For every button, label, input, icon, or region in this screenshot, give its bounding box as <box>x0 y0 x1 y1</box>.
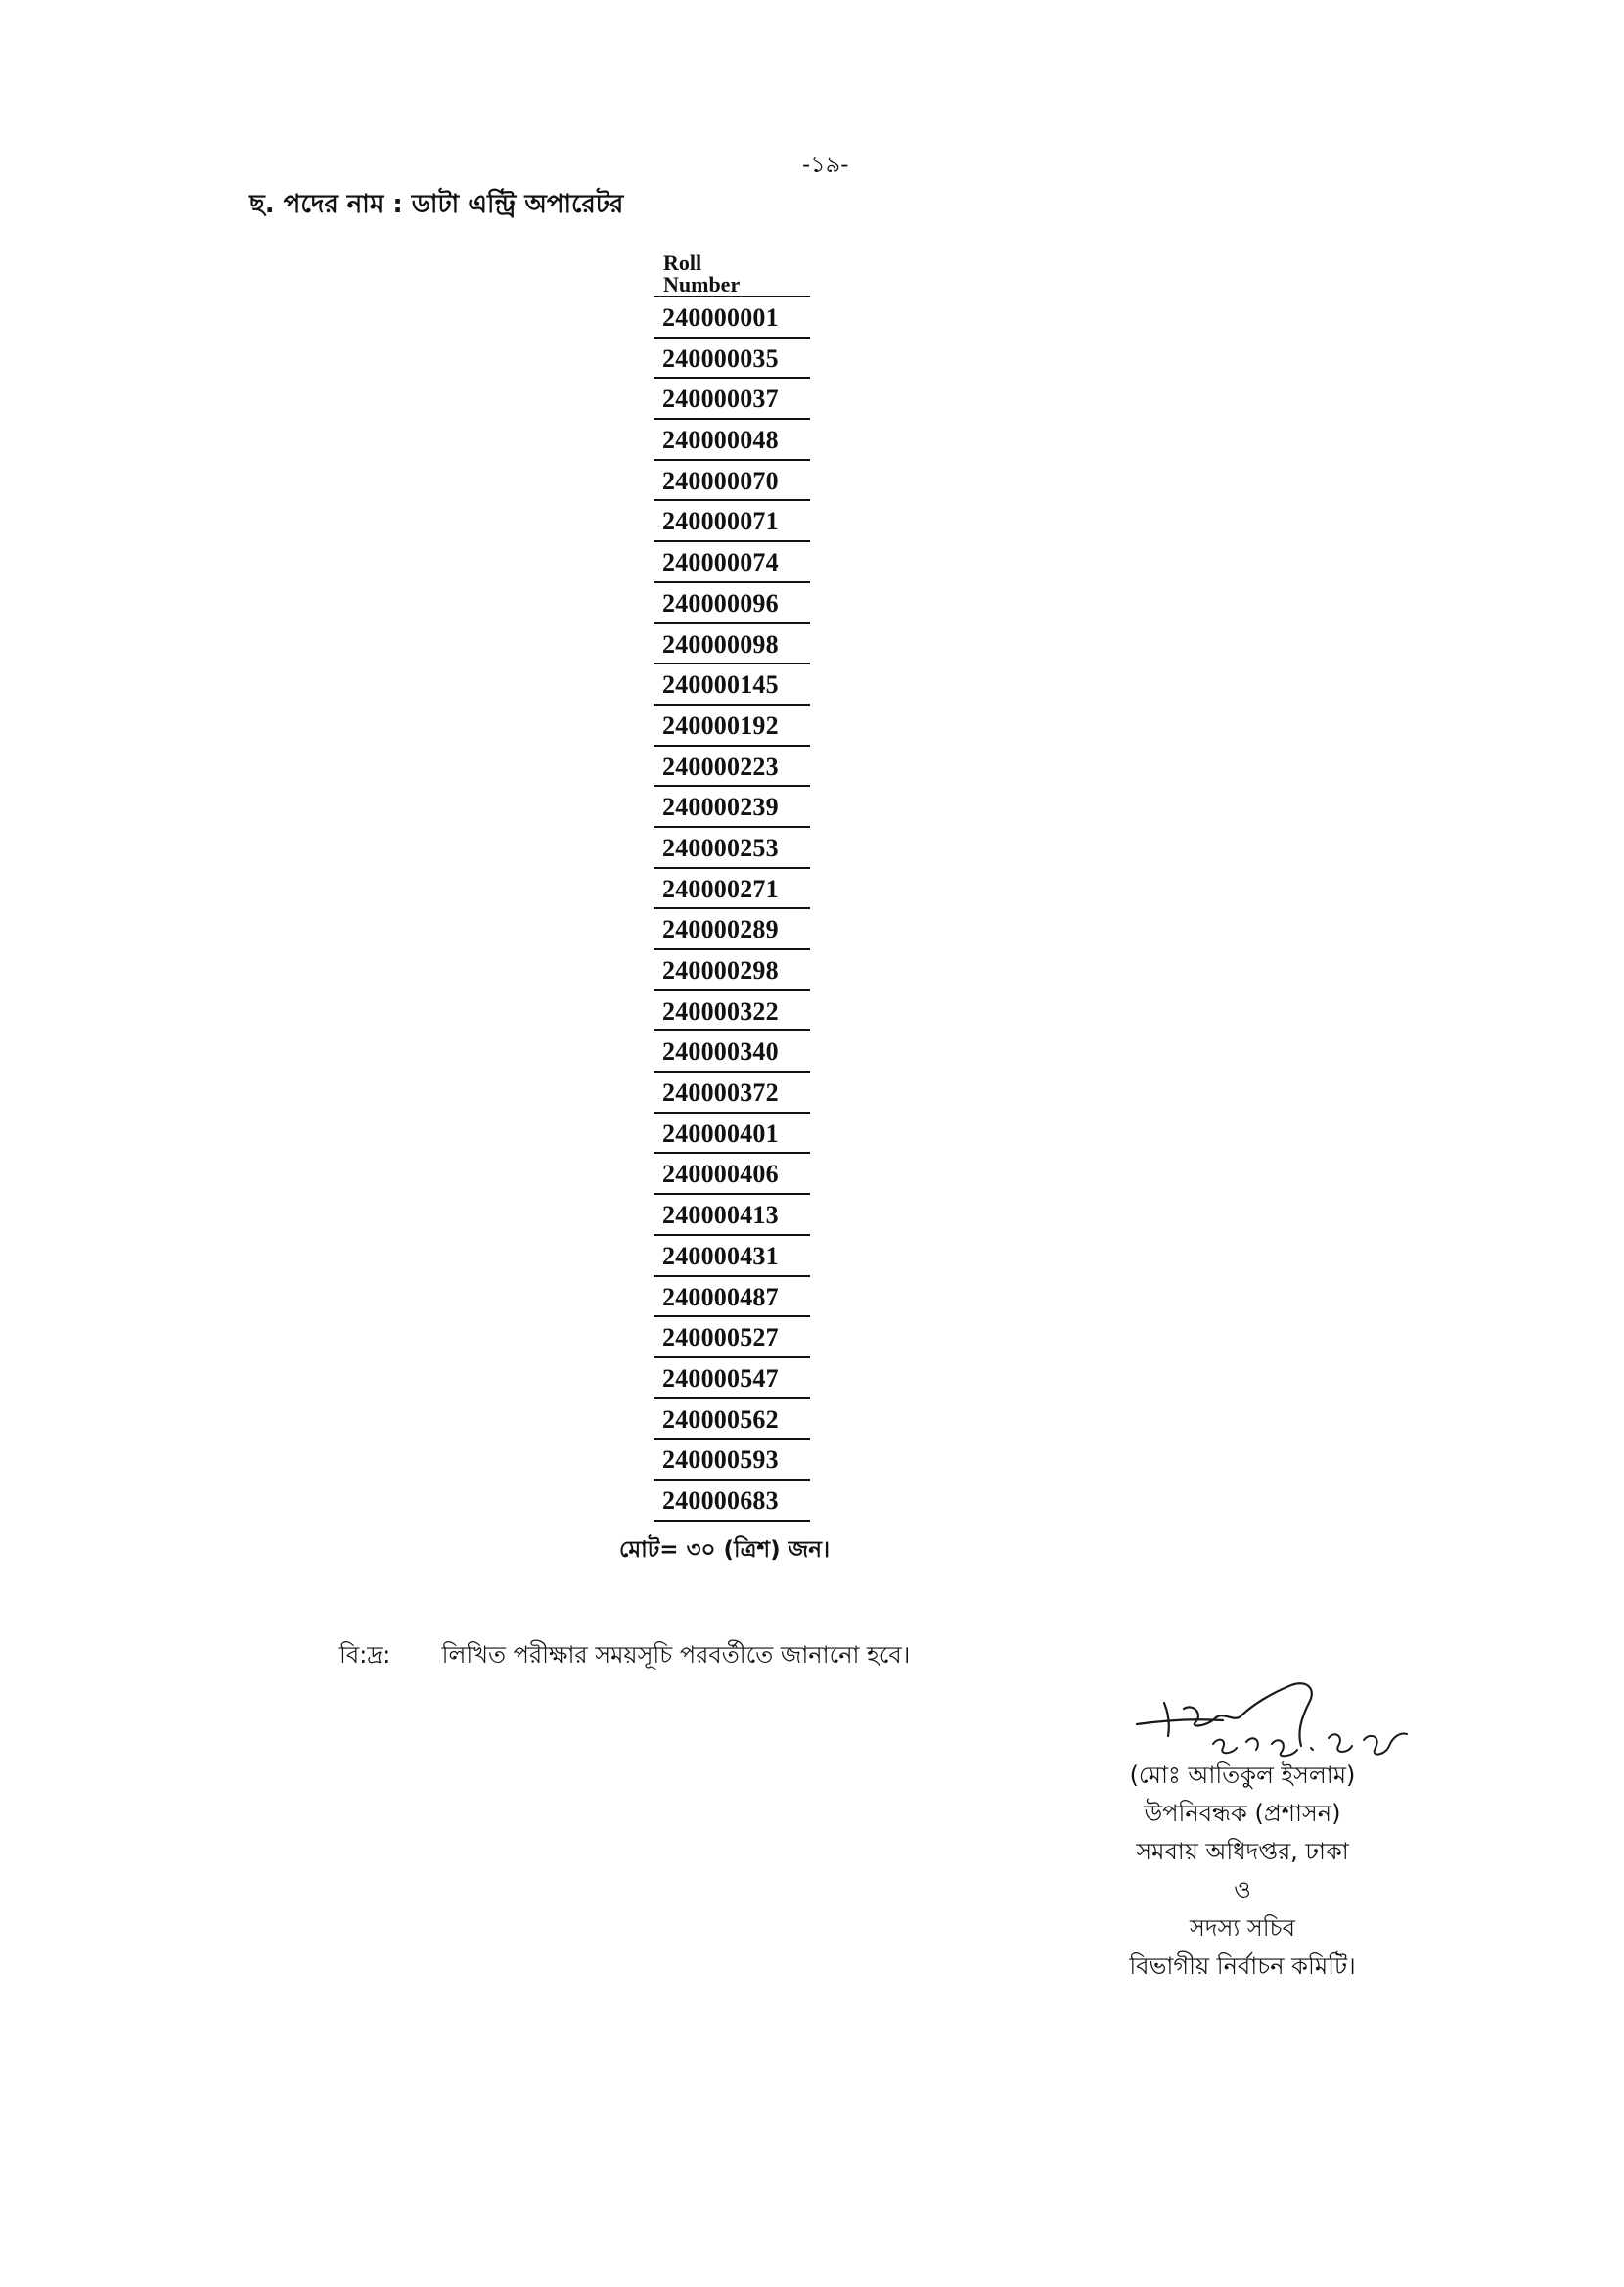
signatory-designation: উপনিবন্ধক (প্রশাসন) <box>1144 1800 1341 1827</box>
roll-number-row: 240000431 <box>654 1236 810 1277</box>
signatory-committee: বিভাগীয় নির্বাচন কমিটি। <box>1129 1952 1356 1980</box>
signatory-details <box>1096 1757 1389 1986</box>
roll-number-row: 240000037 <box>654 379 810 420</box>
roll-number-row: 240000372 <box>654 1073 810 1114</box>
post-title: ছ. পদের নাম : ডাটা এন্ট্রি অপারেটর <box>249 190 624 219</box>
roll-number-row: 240000070 <box>654 461 810 502</box>
roll-number-row: 240000145 <box>654 664 810 706</box>
roll-number-row: 240000074 <box>654 542 810 583</box>
roll-number-row: 240000071 <box>654 501 810 542</box>
note <box>339 1637 910 1676</box>
roll-number-row: 240000593 <box>654 1440 810 1481</box>
column-header-line1: Roll <box>663 251 702 275</box>
roll-number-row: 240000035 <box>654 339 810 380</box>
roll-number-column-header <box>654 252 810 297</box>
signatory-conjunction: ও <box>1234 1876 1251 1903</box>
roll-number-table <box>654 252 810 1522</box>
roll-number-row: 240000192 <box>654 706 810 747</box>
roll-number-row: 240000547 <box>654 1358 810 1399</box>
column-header-line2: Number <box>663 272 741 297</box>
handwritten-signature <box>1125 1664 1419 1771</box>
note-text: লিখিত পরীক্ষার সময়সূচি পরবর্তীতে জানানো হবে। <box>441 1641 911 1669</box>
roll-number-row: 240000298 <box>654 950 810 991</box>
roll-number-row: 240000096 <box>654 583 810 624</box>
roll-number-row: 240000001 <box>654 297 810 339</box>
roll-number-row: 240000098 <box>654 624 810 665</box>
roll-number-row: 240000289 <box>654 909 810 950</box>
roll-number-row: 240000683 <box>654 1481 810 1522</box>
roll-number-row: 240000322 <box>654 991 810 1032</box>
roll-number-row: 240000223 <box>654 747 810 788</box>
roll-number-row: 240000401 <box>654 1114 810 1155</box>
signatory-role: সদস্য সচিব <box>1190 1914 1295 1942</box>
roll-number-row: 240000239 <box>654 787 810 828</box>
roll-number-row: 240000527 <box>654 1317 810 1358</box>
roll-number-row: 240000271 <box>654 869 810 910</box>
roll-number-row: 240000562 <box>654 1399 810 1441</box>
total-count: মোট= ৩০ (ত্রিশ) জন। <box>619 1537 831 1563</box>
roll-number-row: 240000406 <box>654 1154 810 1195</box>
roll-number-list <box>654 297 810 1522</box>
signatory-office: সমবায় অধিদপ্তর, ঢাকা <box>1136 1838 1349 1865</box>
roll-number-row: 240000413 <box>654 1195 810 1236</box>
roll-number-row: 240000340 <box>654 1031 810 1073</box>
note-label: বি:দ্র: <box>339 1641 391 1669</box>
roll-number-row: 240000487 <box>654 1277 810 1318</box>
roll-number-row: 240000048 <box>654 420 810 461</box>
signatory-name: (মোঃ আতিকুল ইসলাম) <box>1129 1761 1356 1789</box>
roll-number-row: 240000253 <box>654 828 810 869</box>
page-number: -১৯- <box>802 151 849 178</box>
